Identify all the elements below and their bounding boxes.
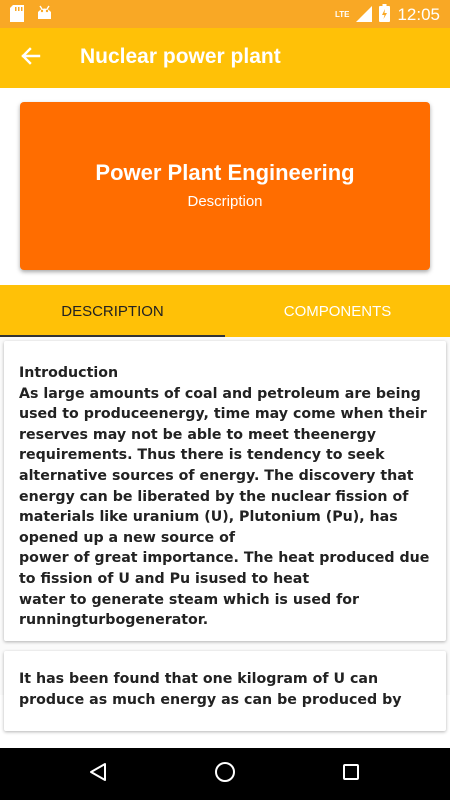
tab-description[interactable]: DESCRIPTION xyxy=(61,302,164,320)
battery-icon xyxy=(379,4,390,26)
description-card xyxy=(4,341,446,641)
signal-icon xyxy=(356,5,372,26)
tab-components[interactable]: COMPONENTS xyxy=(283,302,392,320)
content-scroll-area[interactable] xyxy=(0,337,450,708)
description-text: Introduction As large amounts of coal and petroleum are being used to produceenergy, time may come when their reserves may not be able to meet theenergy requirements. Thus there is tendency to seek alternative sources of energy. The discovery that energy can be liberated by the nuclear fission of materials like uranium (U), Plutonium (Pu), has opened up a new source of power of great importance. The heat produced due to fission of U and Pu isused to heat water to generate steam which is used for runningturbogenerator. xyxy=(19,365,430,629)
nav-back-button[interactable] xyxy=(68,748,128,800)
arrow-left-icon xyxy=(20,46,40,70)
android-icon xyxy=(36,5,53,26)
back-button[interactable] xyxy=(14,42,46,74)
description-card xyxy=(4,651,446,731)
description-text: It has been found that one kilogram of U can produce as much energy as can be produced by xyxy=(19,671,402,708)
status-left-icons xyxy=(10,5,53,26)
home-circle-icon xyxy=(214,761,236,787)
tab-bar xyxy=(0,285,450,337)
header-card-title: Power Plant Engineering xyxy=(95,160,355,185)
network-type-label: LTE xyxy=(334,10,350,19)
header-card-subtitle: Description xyxy=(187,193,263,210)
header-card xyxy=(20,102,430,270)
status-time: 12:05 xyxy=(397,5,440,24)
status-right-icons xyxy=(335,4,440,26)
recents-square-icon xyxy=(342,763,360,785)
nav-home-button[interactable] xyxy=(195,748,255,800)
sd-card-icon xyxy=(10,5,24,26)
status-bar xyxy=(0,0,450,28)
page-title: Nuclear power plant xyxy=(80,45,281,68)
nav-recents-button[interactable] xyxy=(321,748,381,800)
app-bar xyxy=(0,28,450,88)
navigation-bar xyxy=(0,748,450,800)
back-triangle-icon xyxy=(88,762,108,786)
